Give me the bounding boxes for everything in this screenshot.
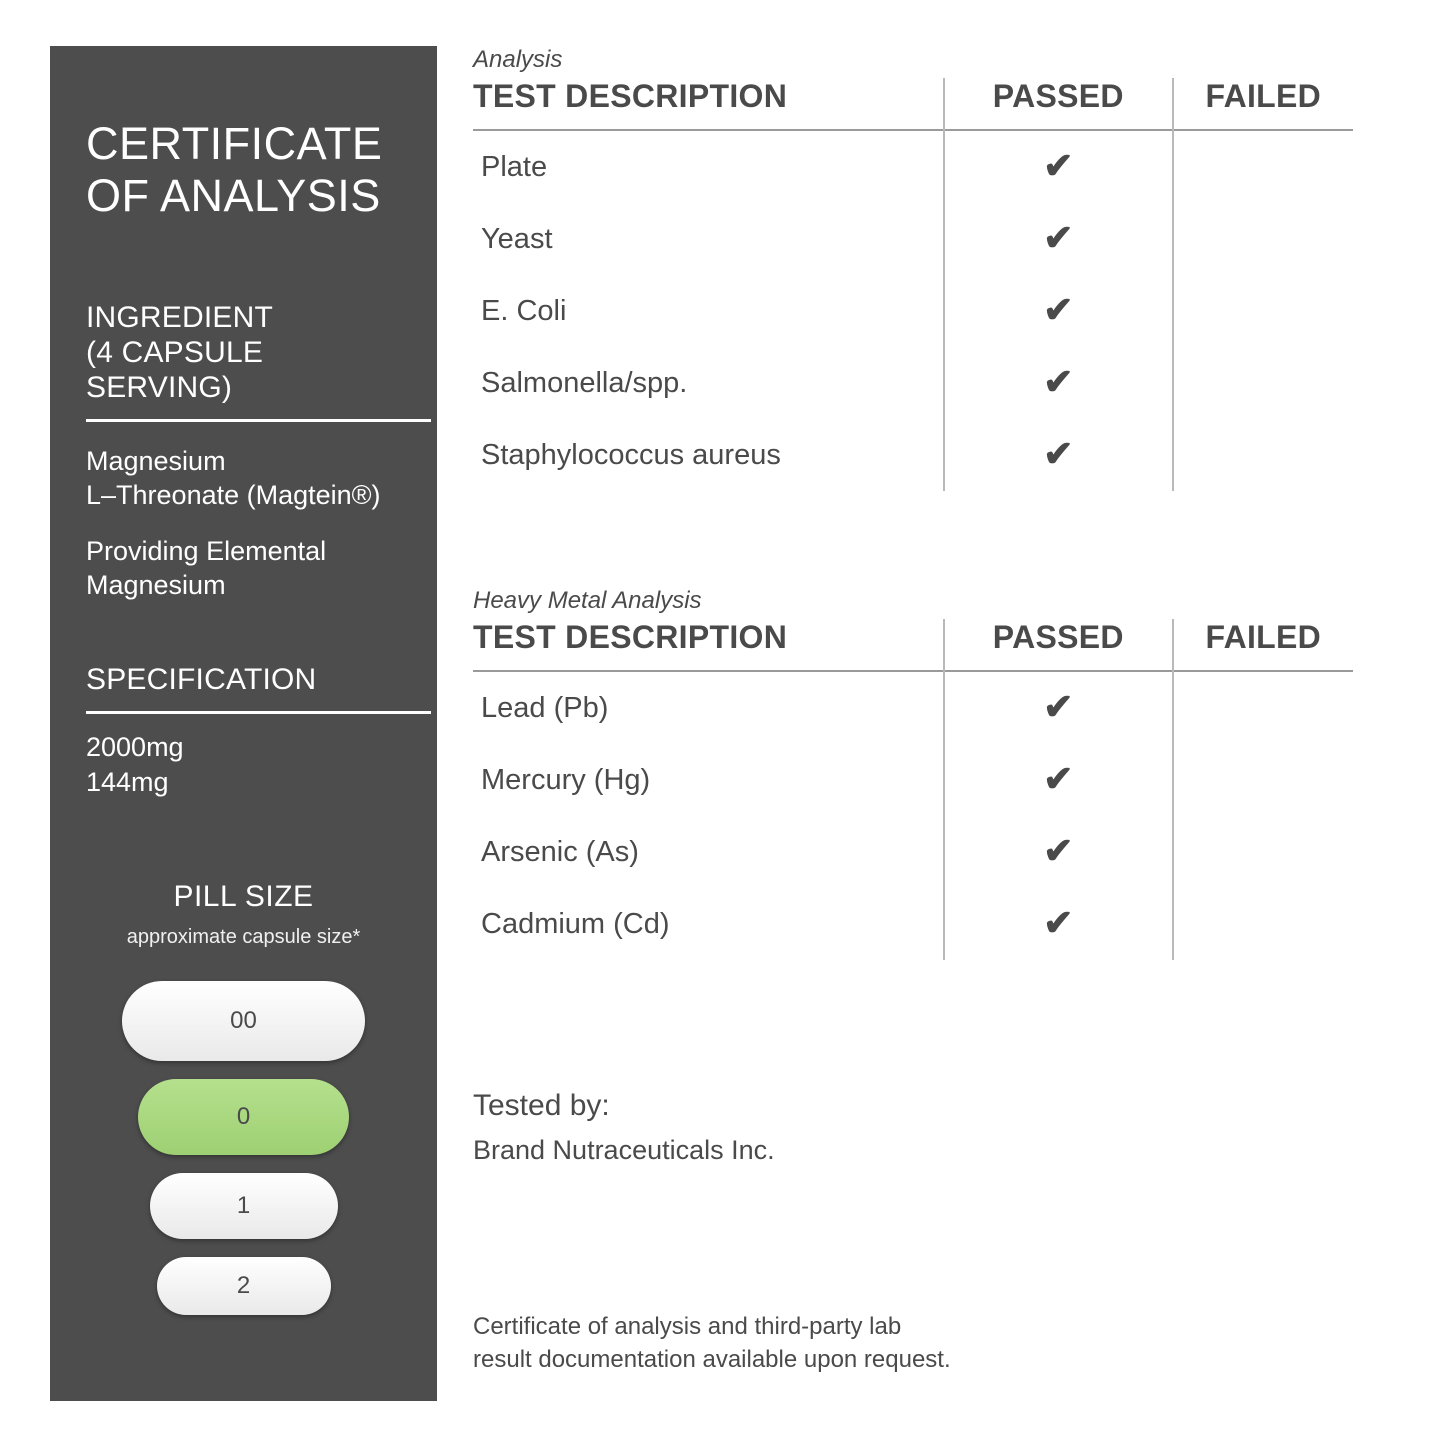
ingredient-item-2 — [86, 534, 413, 602]
ingredient-heading — [86, 300, 413, 405]
table-row — [473, 888, 1353, 960]
analysis-row-4-failed — [1173, 419, 1353, 491]
heavy-metal-row-3-description: Cadmium (Cd) — [481, 907, 670, 940]
check-icon: ✔ — [1043, 758, 1074, 799]
table-row — [473, 419, 1353, 491]
heavy-metal-row-1-passed — [944, 744, 1173, 816]
heavy-metal-row-3-passed — [944, 888, 1173, 960]
analysis-row-0-passed — [944, 130, 1173, 203]
check-icon: ✔ — [1043, 830, 1074, 871]
tested-by-block — [473, 1084, 1373, 1172]
analysis-header-passed: PASSED — [992, 78, 1124, 114]
ingredient-heading-line-1: INGREDIENT — [86, 301, 274, 334]
heavy-metal-row-0-passed — [944, 671, 1173, 744]
analysis-row-2-passed — [944, 275, 1173, 347]
heavy-metal-row-1-failed — [1173, 744, 1353, 816]
analysis-table — [473, 78, 1353, 491]
pill-size-0-label: 0 — [236, 1103, 251, 1130]
analysis-table-caption: Analysis — [473, 46, 563, 73]
specification-value-2: 144mg — [86, 767, 169, 797]
analysis-row-0-failed — [1173, 130, 1353, 203]
analysis-table-header-row — [473, 78, 1353, 130]
analysis-row-3-failed — [1173, 347, 1353, 419]
heavy-metal-table-caption: Heavy Metal Analysis — [473, 587, 702, 614]
pill-size-chart — [74, 981, 413, 1315]
heavy-metal-table-header-row — [473, 619, 1353, 671]
specification-divider — [86, 711, 431, 714]
heavy-metal-header-passed: PASSED — [992, 619, 1124, 655]
analysis-row-3-description: Salmonella/spp. — [481, 366, 688, 399]
analysis-row-1-description: Yeast — [481, 222, 553, 255]
check-icon: ✔ — [1043, 217, 1074, 258]
ingredient-heading-line-2: (4 CAPSULE SERVING) — [86, 336, 264, 404]
check-icon: ✔ — [1043, 361, 1074, 402]
table-row — [473, 275, 1353, 347]
check-icon: ✔ — [1043, 289, 1074, 330]
check-icon: ✔ — [1043, 433, 1074, 474]
pill-size-2-label: 2 — [236, 1272, 251, 1299]
analysis-row-1-failed — [1173, 203, 1353, 275]
analysis-row-2-failed — [1173, 275, 1353, 347]
analysis-row-0-description: Plate — [481, 150, 548, 183]
heavy-metal-row-2-failed — [1173, 816, 1353, 888]
specification-value-1: 2000mg — [86, 732, 184, 762]
certificate-panel — [50, 46, 437, 1401]
heavy-metal-table — [473, 619, 1353, 960]
ingredient-item-2-line-1: Providing Elemental — [86, 536, 327, 566]
pill-size-2 — [157, 1257, 331, 1315]
ingredient-item-1-line-2: L–Threonate (Magtein®) — [86, 480, 381, 510]
page-title — [86, 118, 413, 222]
footnote-line-2: result documentation available upon request. — [473, 1346, 951, 1373]
ingredient-item-2-line-2: Magnesium — [86, 570, 226, 600]
heavy-metal-row-3-failed — [1173, 888, 1353, 960]
heavy-metal-header-failed: FAILED — [1205, 619, 1322, 655]
analysis-row-2-description: E. Coli — [481, 294, 567, 327]
table-row — [473, 347, 1353, 419]
heavy-metal-row-1-description: Mercury (Hg) — [481, 763, 651, 796]
page-title-line-1: CERTIFICATE — [86, 118, 383, 169]
table-row — [473, 203, 1353, 275]
analysis-tables — [473, 46, 1373, 1172]
table-row — [473, 816, 1353, 888]
analysis-row-1-passed — [944, 203, 1173, 275]
table-row — [473, 130, 1353, 203]
table-row — [473, 744, 1353, 816]
analysis-header-description: TEST DESCRIPTION — [473, 78, 788, 114]
analysis-row-3-passed — [944, 347, 1173, 419]
pill-size-00 — [122, 981, 365, 1061]
tested-by-lab: Brand Nutraceuticals Inc. — [473, 1135, 775, 1165]
analysis-header-failed: FAILED — [1205, 78, 1322, 114]
ingredient-item-1-line-1: Magnesium — [86, 446, 226, 476]
footnote — [473, 1310, 1233, 1376]
pill-size-0-selected — [138, 1079, 349, 1155]
heavy-metal-row-2-description: Arsenic (As) — [481, 835, 639, 868]
pill-size-1 — [150, 1173, 338, 1239]
analysis-row-4-passed — [944, 419, 1173, 491]
specification-heading: SPECIFICATION — [86, 663, 317, 696]
check-icon: ✔ — [1043, 902, 1074, 943]
heavy-metal-row-0-description: Lead (Pb) — [481, 691, 609, 724]
pill-size-00-label: 00 — [230, 1007, 257, 1034]
footnote-line-1: Certificate of analysis and third-party lab — [473, 1313, 902, 1340]
heavy-metal-header-description: TEST DESCRIPTION — [473, 619, 788, 655]
ingredient-item-1 — [86, 444, 413, 512]
pill-size-subtitle: approximate capsule size* — [126, 926, 361, 948]
heavy-metal-row-2-passed — [944, 816, 1173, 888]
specification-values — [86, 730, 413, 800]
analysis-row-4-description: Staphylococcus aureus — [481, 438, 781, 471]
page-title-line-2: OF ANALYSIS — [86, 170, 381, 221]
table-spacer — [473, 491, 1373, 587]
pill-size-heading: PILL SIZE — [173, 880, 314, 913]
pill-size-1-label: 1 — [236, 1192, 251, 1219]
check-icon: ✔ — [1043, 145, 1074, 186]
ingredient-divider — [86, 419, 431, 422]
tested-by-label: Tested by: — [473, 1089, 610, 1122]
heavy-metal-row-0-failed — [1173, 671, 1353, 744]
check-icon: ✔ — [1043, 686, 1074, 727]
table-row — [473, 671, 1353, 744]
